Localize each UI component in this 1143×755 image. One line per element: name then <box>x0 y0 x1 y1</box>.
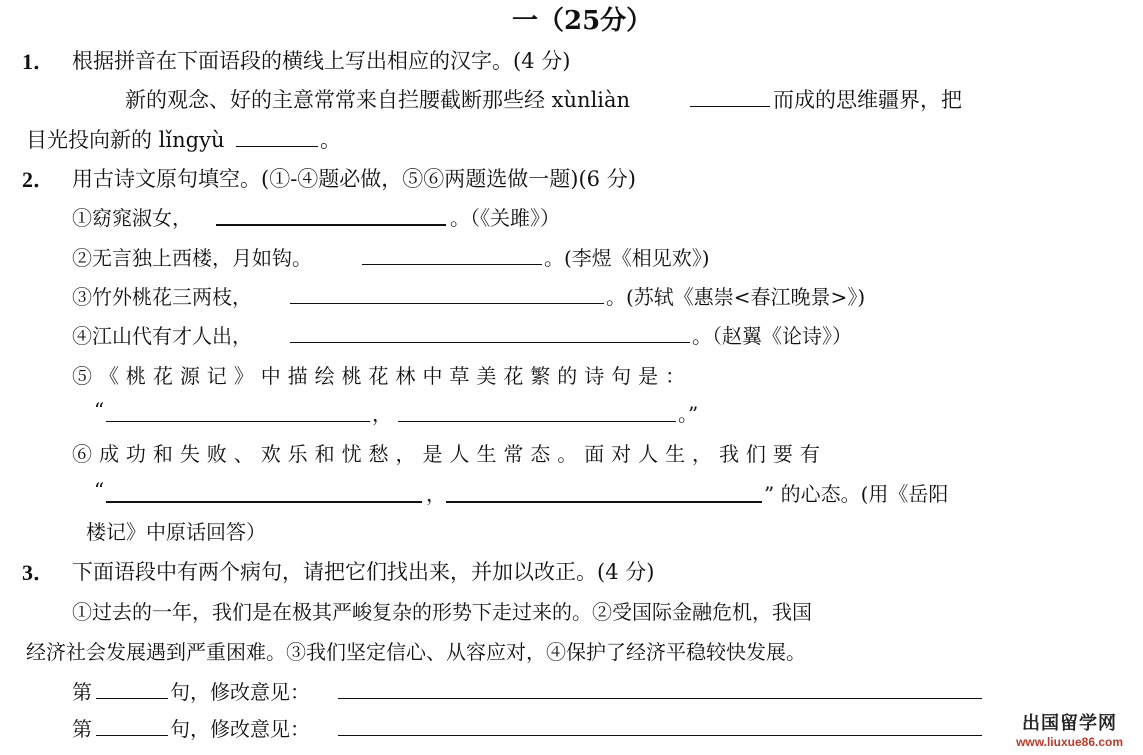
q1-prompt: 根据拼音在下面语段的横线上写出相应的汉字。(4 分) <box>72 49 571 73</box>
q2-item5-blank-1[interactable] <box>106 421 370 422</box>
q2-item5-blank-2[interactable] <box>398 421 676 422</box>
q2-item5-comma: ， <box>372 402 392 426</box>
q3-fix2-answer-blank[interactable] <box>338 735 982 736</box>
q2-item6-comma: ， <box>426 482 446 506</box>
q2-item5-text: ⑤ 《 桃 花 源 记 》 中 描 绘 桃 花 林 中 草 美 花 繁 的 诗 句 是 ： <box>72 364 686 388</box>
q1-text-line2b: 。 <box>320 128 341 152</box>
q2-item2-text: ②无言独上西楼，月如钩。 <box>72 246 312 270</box>
q2-item1-source: 。（《关雎》） <box>450 206 560 230</box>
q2-item6-tail: ” 的心态。(用《岳阳 <box>764 482 949 506</box>
q1-blank-2[interactable] <box>236 146 318 147</box>
q1-text-line2a: 目光投向新的 lǐngyù <box>26 128 225 152</box>
q3-fix2-label-a: 第 <box>72 717 92 741</box>
q2-item6-text: ⑥ 成 功 和 失 败 、 欢 乐 和 忧 愁 ， 是 人 生 常 态 。 面 对 人 生 ， 我 们 要 有 <box>72 442 821 466</box>
q2-item1-blank[interactable] <box>216 224 446 226</box>
q3-prompt: 下面语段中有两个病句，请把它们找出来，并加以改正。(4 分) <box>72 560 655 584</box>
q3-fix1-sentence-blank[interactable] <box>96 698 168 699</box>
q3-paragraph-line1: ①过去的一年，我们是在极其严峻复杂的形势下走过来的。②受国际金融危机，我国 <box>72 600 812 624</box>
q2-item2-source: 。(李煜《相见欢》) <box>544 246 710 270</box>
q3-fix1-answer-blank[interactable] <box>338 698 982 699</box>
watermark-name: 出国留学网 <box>1022 713 1118 734</box>
q2-item6-quote-open: “ <box>94 478 105 502</box>
q2-item3-text: ③竹外桃花三两枝， <box>72 285 252 309</box>
q1-text-line1b: 而成的思维疆界，把 <box>773 88 962 112</box>
q1-blank-1[interactable] <box>690 106 770 107</box>
q2-item6-blank-1[interactable] <box>106 501 422 503</box>
q2-item5-quote-close: 。” <box>678 402 699 426</box>
q3-paragraph-line2: 经济社会发展遇到严重困难。③我们坚定信心、从容应对，④保护了经济平稳较快发展。 <box>26 640 806 664</box>
q2-item3-blank[interactable] <box>290 303 604 304</box>
q2-item1-text: ①窈窕淑女， <box>72 206 192 230</box>
q2-item6-line3: 楼记》中原话回答） <box>86 520 266 544</box>
q3-fix2-sentence-blank[interactable] <box>96 735 168 736</box>
q3-number: 3． <box>22 560 56 585</box>
section-header: 一（25分） <box>512 6 653 36</box>
site-watermark <box>1016 709 1123 749</box>
q2-item4-blank[interactable] <box>290 342 690 343</box>
q2-number: 2． <box>22 167 56 192</box>
q2-item4-source: 。（赵翼《论诗》） <box>692 324 852 348</box>
q2-item2-blank[interactable] <box>362 264 542 265</box>
q3-fix2-label-b: 句，修改意见： <box>170 717 310 741</box>
q2-item5-quote-open: “ <box>94 398 105 422</box>
q1-text-line1a: 新的观念、好的主意常常来自拦腰截断那些经 xùnliàn <box>125 88 631 112</box>
q2-prompt: 用古诗文原句填空。(①-④题必做，⑤⑥两题选做一题)(6 分) <box>72 167 636 191</box>
q3-fix1-label-b: 句，修改意见： <box>170 680 310 704</box>
q2-item6-blank-2[interactable] <box>446 501 762 503</box>
watermark-url: www.liuxue86.com <box>1016 735 1123 749</box>
q2-item4-text: ④江山代有才人出， <box>72 324 252 348</box>
q3-fix1-label-a: 第 <box>72 680 92 704</box>
q2-item3-source: 。(苏轼《惠崇<春江晚景>》) <box>606 285 866 309</box>
q1-number: 1． <box>22 49 56 74</box>
